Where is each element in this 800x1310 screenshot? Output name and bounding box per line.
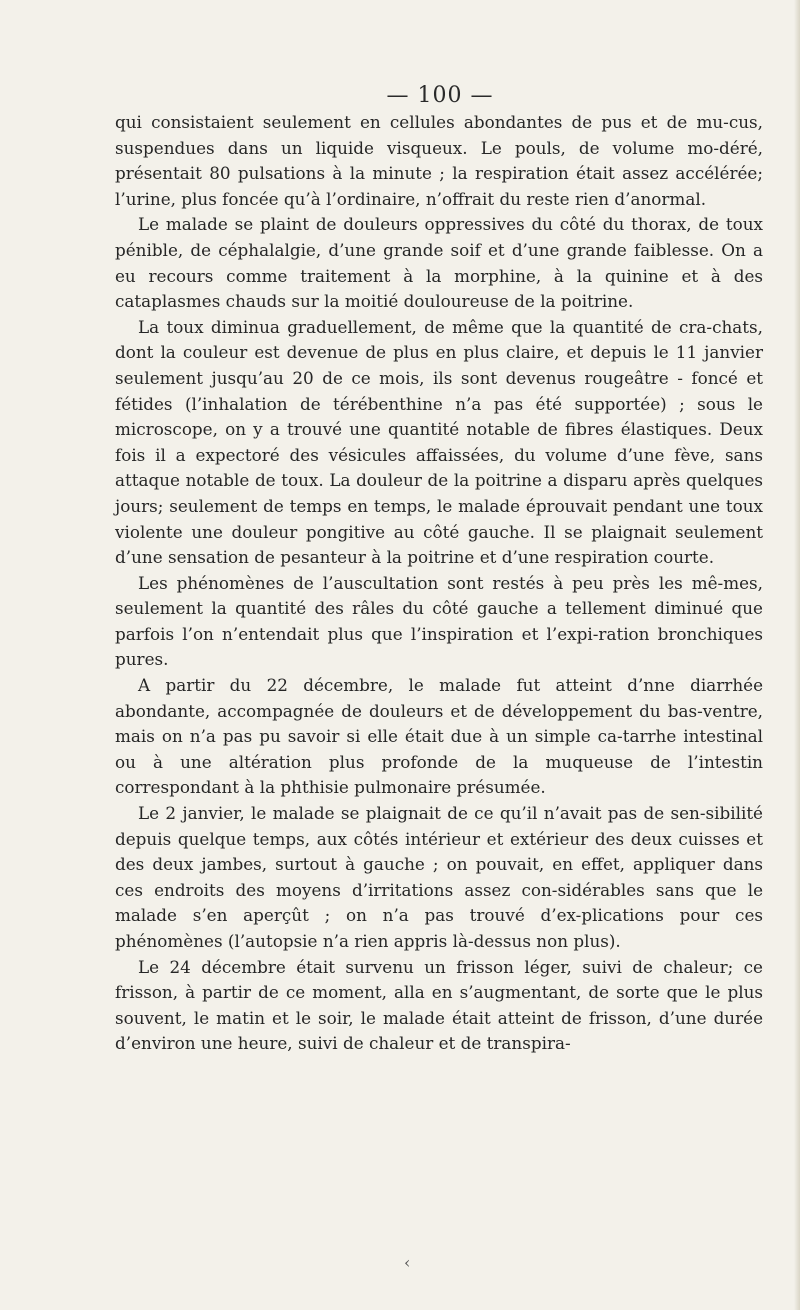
body-text: [115, 110, 763, 1057]
paragraph-6: Le 2 janvier, le malade se plaignait de ce qu’il n’avait pas de sen-sibilité depuis quelque temps, aux côtés intérieur et extérieur des deux cuisses et des deux jambes, surtout à gauche ; on pouvait, en effet, appliquer dans ces endroits des moyens d’irritations assez con-sidérables sans que le malade s’en aperçût ; on n’a pas trouvé d’ex-plications pour ces phénomènes (l’autopsie n’a rien appris là-dessus non plus).: [115, 803, 763, 951]
paragraph-7: Le 24 décembre était survenu un frisson léger, suivi de chaleur; ce frisson, à partir de ce moment, alla en s’augmentant, de sorte que le plus souvent, le matin et le soir, le malade était atteint de frisson, d’une durée d’environ une heure, suivi de chaleur et de transpira-: [115, 956, 763, 1054]
stray-print-mark: ‹: [404, 1253, 411, 1272]
page-edge-shadow: [794, 0, 800, 1310]
paragraph-1: qui consistaient seulement en cellules abondantes de pus et de mu-cus, suspendues dans un liquide visqueux. Le pouls, de volume mo-déré, présentait 80 pulsations à la minute ; la respiration était assez accélérée; l’urine, plus foncée qu’à l’ordinaire, n’offrait du reste rien d’anormal.: [115, 112, 763, 209]
paragraph-3: La toux diminua graduellement, de même que la quantité de cra-chats, dont la couleur est devenue de plus en plus claire, et depuis le 11 janvier seulement jusqu’au 20 de ce mois, ils sont devenus rougeâtre - foncé et fétides (l’inhalation de térébenthine n’a pas été supportée) ; sous le microscope, on y a trouvé une quantité notable de fibres élastiques. Deux fois il a expectoré des vésicules affaissées, du volume d’une fève, sans attaque notable de toux. La douleur de la poitrine a disparu après quelques jours; seulement de temps en temps, le malade éprouvait pendant une toux violente une douleur pongitive au côté gauche. Il se plaignait seulement d’une sensation de pesanteur à la poitrine et d’une respiration courte.: [115, 316, 763, 568]
paragraph-4: Les phénomènes de l’auscultation sont restés à peu près les mê-mes, seulement la quantité des râles du côté gauche a tellement diminué que parfois l’on n’entendait plus que l’inspiration et l’expi-ration bronchiques pures.: [115, 572, 763, 670]
paragraph-2: Le malade se plaint de douleurs oppressives du côté du thorax, de toux pénible, de céphalalgie, d’une grande soif et d’une grande faiblesse. On a eu recours comme traitement à la morphine, à la quinine et à des cataplasmes chauds sur la moitié douloureuse de la poitrine.: [115, 214, 763, 312]
paragraph-5: A partir du 22 décembre, le malade fut atteint d’nne diarrhée abondante, accompagnée de douleurs et de développement du bas-ventre, mais on n’a pas pu savoir si elle était due à un simple ca-tarrhe intestinal ou à une altération plus profonde de la muqueuse de l’intestin correspondant à la phthisie pulmonaire présumée.: [115, 675, 763, 798]
page-number: — 100 —: [386, 83, 494, 108]
